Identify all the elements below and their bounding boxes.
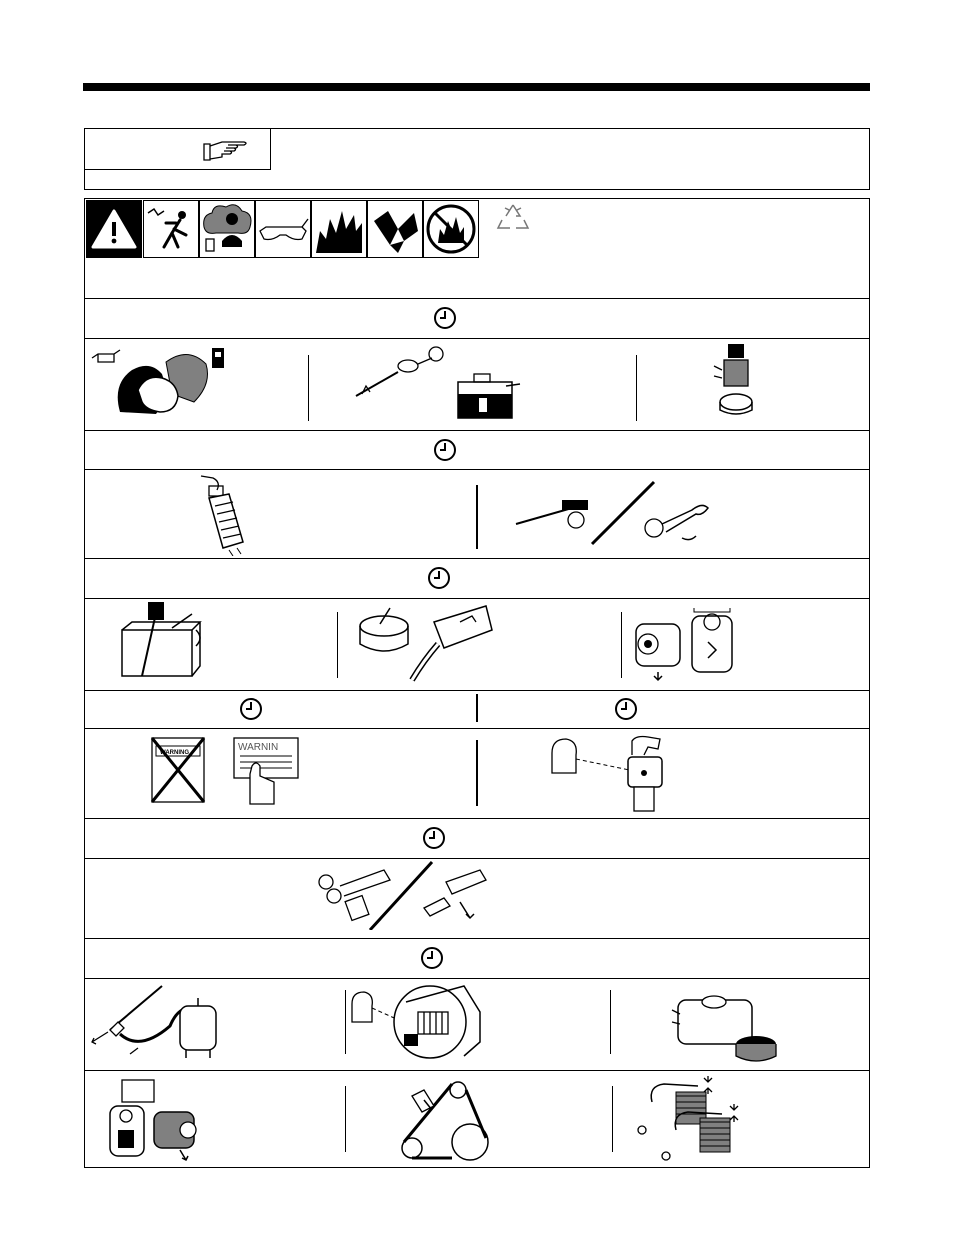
divider [84, 978, 870, 979]
divider [84, 430, 870, 431]
burn-hazard-icon [368, 201, 422, 257]
replace-air-cleaner-icon [670, 990, 780, 1066]
clock-icon [239, 697, 263, 721]
divider [84, 728, 870, 729]
check-brushes-and-slip-rings-icon [350, 982, 490, 1062]
note-tab [84, 128, 271, 170]
change-oil-icon [354, 602, 494, 688]
eyewear-cell [255, 200, 311, 258]
clean-and-tighten-terminals-icon [512, 480, 712, 550]
clock-icon [420, 946, 444, 970]
separator [612, 1086, 613, 1152]
adjust-valve-clearance-icon [636, 1072, 756, 1164]
divider [84, 1070, 870, 1071]
clock-icon [433, 438, 457, 462]
check-air-cleaner-icon [710, 342, 760, 422]
svg-text:WARNING: WARNING [160, 750, 189, 756]
separator [476, 694, 478, 722]
divider [84, 558, 870, 559]
check-oil-and-fuel-icon [90, 344, 240, 420]
no-open-flame-icon [424, 201, 478, 257]
check-spark-arrestor-icon [548, 733, 688, 813]
burn-cell [367, 200, 423, 258]
separator [476, 740, 478, 806]
separator [345, 1086, 346, 1152]
check-fan-belt-icon [398, 1080, 508, 1162]
replace-oil-filter-icon [632, 606, 742, 686]
warning-triangle-icon [87, 201, 141, 257]
fire-cell [311, 200, 367, 258]
replace-fuel-filter-icon [104, 1076, 204, 1162]
divider [84, 469, 870, 470]
pointing-hand-icon [202, 138, 250, 162]
clock-icon [427, 566, 451, 590]
fumes-cell [199, 200, 255, 258]
safety-glasses-icon [256, 201, 310, 257]
clean-fuel-strainer-icon [195, 472, 255, 556]
blow-out-inside-icon [90, 982, 230, 1062]
separator [345, 990, 346, 1054]
clock-icon [614, 697, 638, 721]
separator [337, 612, 338, 678]
separator [308, 355, 309, 421]
separator [610, 990, 611, 1054]
no-flame-cell [423, 200, 479, 258]
separator [636, 355, 637, 421]
toxic-fumes-icon [200, 201, 254, 257]
divider [84, 338, 870, 339]
warning-cell [86, 200, 142, 258]
divider [84, 938, 870, 939]
recycle-icon [496, 202, 530, 234]
replace-warning-labels-icon [148, 732, 308, 808]
service-battery-icon [112, 600, 212, 680]
top-rule [83, 83, 870, 91]
fire-hazard-icon [312, 201, 366, 257]
divider [84, 690, 870, 691]
separator [621, 612, 622, 678]
drain-water-from-fuel-tank-icon [354, 346, 524, 422]
clock-icon [433, 306, 457, 330]
check-welding-cables-icon [314, 858, 494, 930]
divider [84, 298, 870, 299]
divider [84, 818, 870, 819]
separator [476, 485, 478, 549]
shock-cell [143, 200, 199, 258]
svg-text:WARNIN: WARNIN [238, 742, 279, 753]
electric-shock-icon [144, 201, 198, 257]
clock-icon [422, 826, 446, 850]
divider [84, 598, 870, 599]
